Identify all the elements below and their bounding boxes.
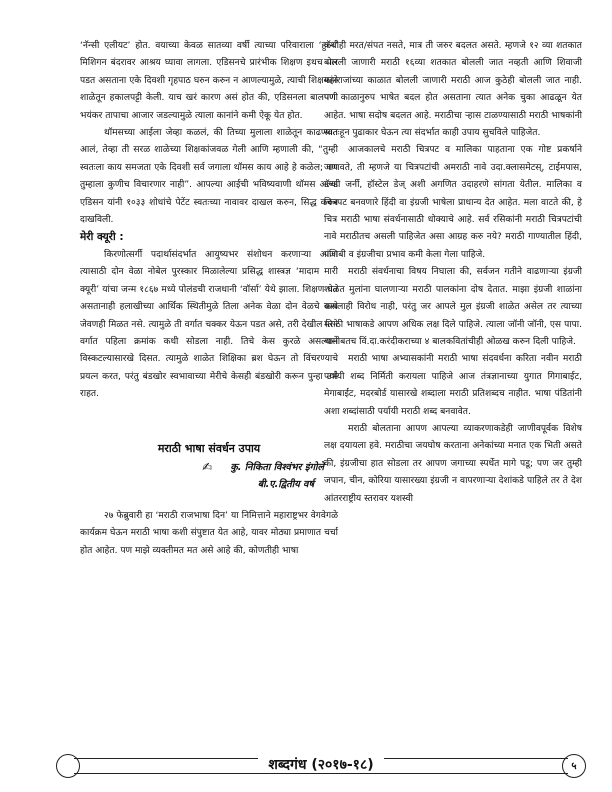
paragraph-grammar: मराठी बोलताना आपण आपल्या व्याकरणाकडेही जाणीवपूर्वक विशेष लक्ष दयायला हवे. मराठीचा जयघोष करताना अनेकांच्या मनात एक भिती असते की, इंग्रजीचा हात सोडला तर आपण जगाच्या स्पर्धेत मागे पडू; पण जर तुम्ही जपान, चीन, कोरिया यासारख्या इंग्रजी न वापरणाऱ्या देशांकडे पाहिले तर ते देश आंतरराष्ट्रीय स्तरावर यशस्वी	[324, 423, 582, 504]
article-title: मराठी भाषा संवर्धन उपाय	[157, 441, 261, 455]
paragraph-english-schools: मराठी संवर्धनाचा विषय निघाला की, सर्वजन गतीने वाढणाऱ्या इंग्रजी शाळेत मुलांना घालणाऱ्या मराठी पालकांना दोष देतात. माझा इंग्रजी शाळांना कसलाही विरोध नाही, परंतु जर आपले मुल इंग्रजी शाळेत असेल तर त्याच्या मराठी भाषाकडे आपण अधिक लक्ष दिले पाहिजे. त्याला जॉनी जॉनी, एस पापा. यासोबतच विं.दा.करंदीकराच्या ४ बालकवितांचीही ओळख करुन दिली पाहिजे.	[324, 267, 582, 347]
paragraph-new-words: मराठी भाषा अभ्यासकांनी मराठी भाषा संदवर्धना करिता नवीन मराठी पर्यायी शब्द निर्मिती करायला पाहिजे आज तंत्रज्ञानाच्या युगात गिगाबाईट, मेगाबाईट, मदरबोर्ड यासारखे शब्दाला मराठी प्रतिशब्दच नाहीत. भाषा पंडितांनी अशा शब्दांसाठी पर्यायी मराठी शब्द बनवावेत.	[324, 354, 582, 417]
footer-title-text: शब्दगंध (२०१७-१८)	[258, 757, 383, 773]
left-column	[80, 38, 338, 560]
paragraph-marathi-day: २७ फेब्रुवारी हा ‘मराठी राजभाषा दिन’ या निमित्ताने महाराष्ट्रभर वेगवेगळे कार्यक्रम घेऊन मराठी भाषा कशी संपुष्टात येत आहे, यावर मोठ्या प्रमाणात चर्चा होत आहेत. पण माझे व्यक्तीमत मत असे आहे की, कोणतीही भाषा	[80, 510, 338, 556]
footer-banner	[54, 752, 588, 778]
section-heading-marie-curie: मेरी क्यूरी :	[80, 231, 124, 244]
author-class: बी.ए.द्वितीय वर्ष	[257, 479, 314, 491]
author-name: कु. निकिता विश्वंभर इंगोले	[230, 461, 324, 473]
pen-icon: ✍	[202, 459, 213, 474]
paragraph-edison-mother: थॉमसच्या आईला जेव्हा कळलं, की तिच्या मुलाला शाळेतून काढण्यात आलं, तेव्हा ती सरळ शाळेच्या शिक्षकांजवळ गेली आणि म्हणाली की, “तुम्ही स्वतःला काय समजता एके दिवशी सर्व जगाला थॉमस काय आहे हे कळेल; पण तुम्हाला कुणीच विचारणार नाही”. आपल्या आईची भविष्यवाणी थॉमस अल्वा एडिसन यांनी १०३३ शोधांचे पेटेंट स्वतःच्या नावावर दाखल करुन, सिद्ध करुन दाखविली.	[80, 128, 338, 226]
paragraph-language-change: कधीही मरत/संपत नसते, मात्र ती जरुर बदलत असते. म्हणजे १२ व्या शतकात बोलली जाणारी मराठी १६व्या शतकात बोलली जात नव्हती आणि शिवाजी महाराजांच्या काळात बोलली जाणारी मराठी आज कुठेही बोलली जात नाही. पण काळानुरुप भाषेत बदल होत असताना त्यात अनेक चुका आढळून येत आहेत. भाषा सदोष बदलत आहे. मराठीचा ऱ्हास टाळण्यासाठी मराठी भाषकांनी स्वतःहून पुढाकार घेऊन त्या संदर्भात काही उपाय सुचविले पाहिजेत.	[324, 41, 582, 139]
paragraph-marie-curie: किरणोत्सर्गी पदार्थासंदर्भात आयुष्यभर संशोधन करणाऱ्या आणि त्यासाठी दोन वेळा नोबेल पुरस्कार मिळालेल्या प्रसिद्ध शास्त्रज्ञ ‘मादाम मारी क्यूरी’ यांचा जन्म १८६७ मध्ये पोलंडची राजधानी ‘वॉर्सा’ येथे झाला. शिक्षण घेत असतानाही हलाखीच्या आर्थिक स्थितीमुळे तिला अनेक वेळा दोन वेळचे साधे जेवणही मिळत नसे. त्यामुळे ती वर्गात चक्कर येऊन पडत असे, तरी देखील तिने वर्गात पहिला क्रमांक कधी सोडला नाही. तिचे केस कुरळे असल्याने विस्कटल्यासारखे दिसत. त्यामुळे शाळेत शिक्षिका ब्रश घेऊन तो विंचरण्याचे प्रयत्न करत, परंतु बंडखोर स्वभावाच्या मेरीचे केसही बंडखोरी करून पुन्हा उभे राहत.	[80, 249, 338, 400]
paragraph-edison-childhood: ‘नॅन्सी एलीयट’ होत. वयाच्या केवळ सातव्या वर्षी त्याच्या परिवाराला ‘हुरॅन’ मिशिगन बंदरावर आश्रय घ्यावा लागला. एडिसनचे प्रारंभीक शिक्षण इथच पार पडत असताना एके दिवशी गृहपाठ घरुन करुन न आणल्यामुळे, त्याची शिक्षकांने शाळेतून हकालपट्टी केली. याच खरं कारण असं होत की, एडिसनला बालपणी भयंकर तापाचा आजार जडल्यामुळे त्याला कानांने कमी ऐकू येत होत.	[80, 41, 338, 121]
page-number: ५	[571, 761, 577, 772]
footer-title	[54, 755, 588, 774]
paragraph-films-serials: आजकालचे मराठी चित्रपट व मालिका पाहताना एक गोष्ट प्रकर्षाने जाणवते, ती म्हणजे या चित्रपटांची अमराठी नावे उदा.क्लासमेटस्, टाईमपास, डॅण्डी जर्नी, हॉस्टेल डेज् अशी अगणित उदाहरणे सांगता येतील. मालिका व चित्रपट बनवणारे हिंदी वा इंग्रजी भाषेला प्राधान्य देत आहेत. मला वाटते की, हे चित्र मराठी भाषा संवर्धनासाठी धोक्याचे आहे. सर्व रसिकांनी मराठी चित्रपटांची नावे मराठीतच असली पाहिजेत असा आग्रह करु नये? मराठी गाण्यातील हिंदी, पंजाबी व इंग्रजीचा प्रभाव कमी केला गेला पाहिजे.	[324, 145, 582, 260]
author-line	[80, 459, 338, 476]
right-column	[324, 38, 582, 508]
